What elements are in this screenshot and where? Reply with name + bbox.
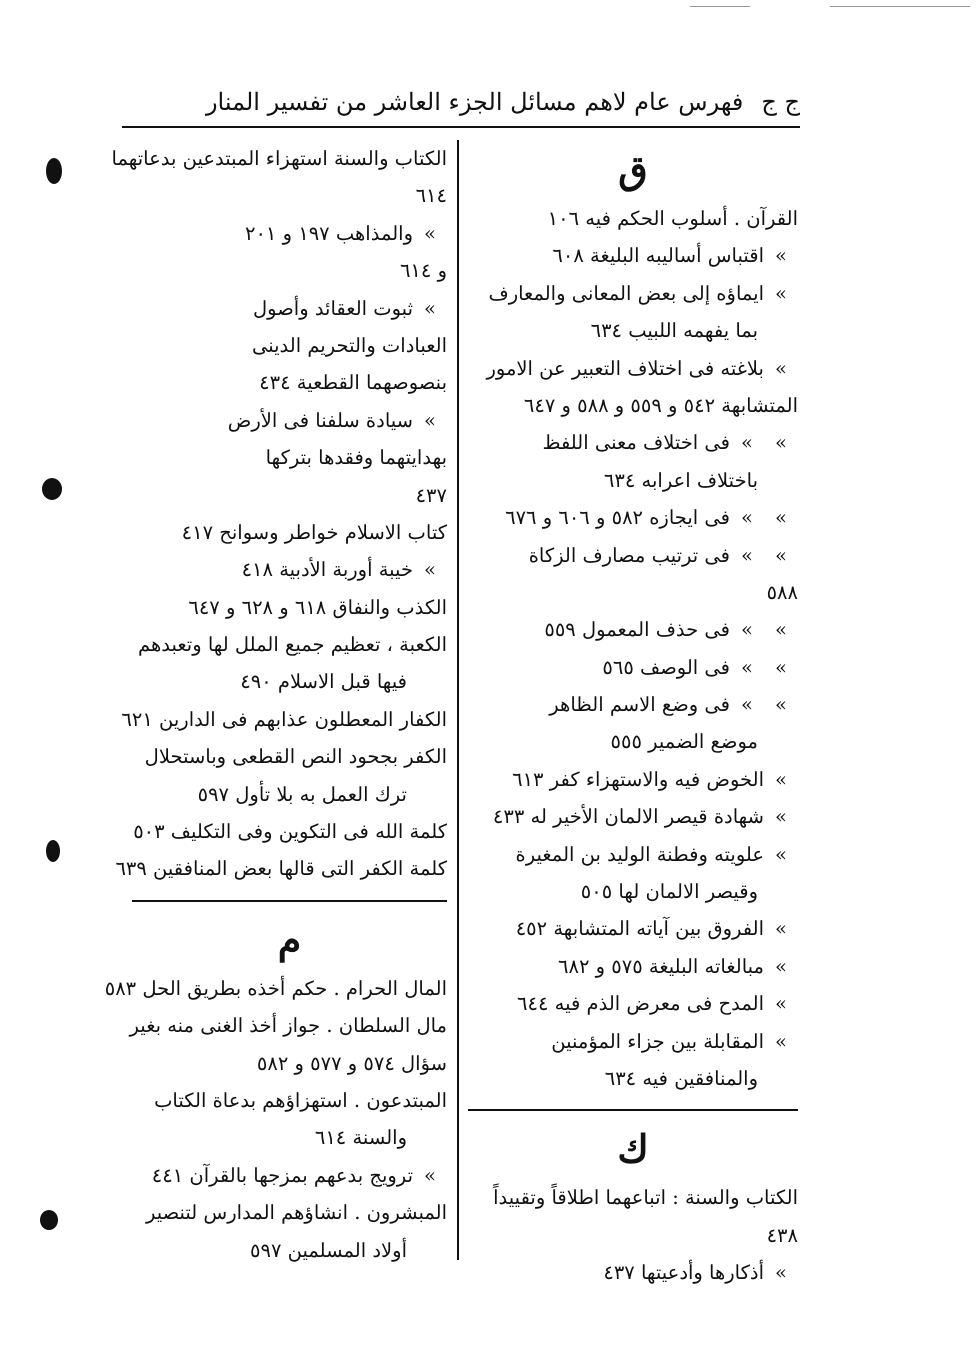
index-entry: الكذب والنفاق ٦١٨ و ٦٢٨ و ٦٤٧: [188, 595, 447, 619]
scan-edge-line: [830, 6, 970, 7]
ditto-mark: »: [775, 543, 787, 567]
ditto-mark: »: [424, 221, 436, 245]
index-entry: الكفار المعطلون عذابهم فى الدارين ٦٢١: [121, 707, 447, 731]
index-entry: كلمة الله فى التكوين وفى التكليف ٥٠٣: [133, 820, 447, 844]
right-column: [468, 140, 798, 1292]
ditto-mark: »: [741, 506, 753, 530]
index-entry-cont: ٦١٤: [415, 184, 447, 208]
index-entry-cont: ٤٣٨: [766, 1223, 798, 1247]
index-entry: مال السلطان . جواز أخذ الغنى منه بغير: [129, 1014, 447, 1038]
index-entry: »الخوض فيه والاستهزاء كفر ٦١٣: [468, 761, 798, 798]
ditto-mark: »: [775, 992, 787, 1016]
scan-edge-line: [690, 6, 750, 7]
ditto-mark: »: [741, 431, 753, 455]
index-entry-cont: فيها قبل الاسلام ٤٩٠: [240, 670, 407, 694]
binding-hole-mark: [40, 1210, 58, 1230]
ditto-mark: »: [741, 655, 753, 679]
index-entry: »علويته وفطنة الوليد بن المغيرة: [468, 836, 798, 873]
column-divider: [457, 140, 459, 1260]
ditto-mark: »: [424, 408, 436, 432]
ditto-mark: »: [775, 506, 787, 530]
index-entry: المبتدعون . استهزاؤهم بدعاة الكتاب: [154, 1088, 447, 1112]
header-marks: ج ج: [761, 88, 800, 116]
index-entry-cont: ترك العمل به بلا تأول ٥٩٧: [197, 782, 407, 806]
index-entry: »ترويج بدعهم بمزجها بالقرآن ٤٤١: [132, 1157, 447, 1194]
index-entry: القرآن . أسلوب الحكم فيه ١٠٦: [547, 207, 798, 230]
index-entry: الكفر بجحود النص القطعى وباستحلال: [144, 745, 447, 769]
ditto-mark: »: [775, 805, 787, 829]
index-entry-cont: بما يفهمه اللبيب ٦٣٤: [590, 319, 758, 343]
binding-hole-mark: [46, 158, 62, 184]
index-entry: »»فى وضع الاسم الظاهر: [468, 686, 798, 723]
index-entry: »»فى ترتيب مصارف الزكاة: [468, 537, 798, 574]
ditto-mark: »: [775, 431, 787, 455]
ditto-mark: »: [775, 281, 787, 305]
index-entry: كتاب الاسلام خواطر وسوانح ٤١٧: [181, 520, 447, 544]
index-entry-cont: أولاد المسلمين ٥٩٧: [250, 1238, 407, 1262]
ditto-mark: »: [775, 618, 787, 642]
index-entry: »»فى ايجازه ٥٨٢ و ٦٠٦ و ٦٧٦: [468, 499, 798, 536]
ditto-mark: »: [424, 296, 436, 320]
index-entry: كلمة الكفر التى قالها بعض المنافقين ٦٣٩: [115, 857, 447, 881]
ditto-mark: »: [775, 954, 787, 978]
index-entry: »والمذاهب ١٩٧ و ٢٠١: [132, 215, 447, 252]
section-letter-mim: م: [277, 916, 302, 962]
page-header: [150, 82, 800, 122]
ditto-mark: »: [775, 917, 787, 941]
ditto-mark: »: [775, 356, 787, 380]
section-rule: [468, 1109, 798, 1111]
index-entry-cont: ٤٣٧: [415, 483, 447, 507]
index-entry: »خيبة أوربة الأدبية ٤١٨: [132, 551, 447, 588]
index-entry: »مبالغاته البليغة ٥٧٥ و ٦٨٢: [468, 948, 798, 985]
section-letter-kaf: ك: [617, 1126, 649, 1172]
index-entry-cont: ٥٨٨: [766, 580, 798, 604]
ditto-mark: »: [775, 767, 787, 791]
index-entry-cont: بهدايتهما وفقدها بتركها: [265, 446, 447, 470]
index-entry-cont: و ٦١٤: [399, 259, 447, 283]
index-entry: »أذكارها وأدعيتها ٤٣٧: [468, 1254, 798, 1291]
index-entry: »المقابلة بين جزاء المؤمنين: [468, 1023, 798, 1060]
binding-hole-mark: [42, 478, 62, 500]
binding-hole-mark: [46, 840, 60, 862]
header-title: فهرس عام لاهم مسائل الجزء العاشر من تفسير المنار: [205, 88, 744, 116]
index-entry: الكتاب والسنة : اتباعهما اطلاقاً وتقييداً: [493, 1186, 798, 1210]
index-entry: »ايماؤه إلى بعض المعانى والمعارف: [468, 275, 798, 312]
index-entry: »»فى حذف المعمول ٥٥٩: [468, 611, 798, 648]
index-entry-cont: بنصوصهما القطعية ٤٣٤: [259, 371, 447, 395]
index-entry: »سيادة سلفنا فى الأرض: [132, 402, 447, 439]
index-entry: »بلاغته فى اختلاف التعبير عن الامور: [468, 350, 798, 387]
index-entry: »ثبوت العقائد وأصول: [132, 290, 447, 327]
header-rule: [122, 126, 800, 128]
section-rule: [132, 900, 447, 902]
index-entry-cont: والسنة ٦١٤: [314, 1126, 407, 1150]
section-letter-qaf: ق: [618, 147, 648, 192]
ditto-mark: »: [424, 1163, 436, 1187]
index-entry: »اقتباس أساليبه البليغة ٦٠٨: [468, 237, 798, 274]
index-entry: »المدح فى معرض الذم فيه ٦٤٤: [468, 985, 798, 1022]
index-entry: »»فى الوصف ٥٦٥: [468, 649, 798, 686]
index-entry: المال الحرام . حكم أخذه بطريق الحل ٥٨٣: [104, 976, 447, 1000]
index-entry-cont: العبادات والتحريم الدينى: [251, 333, 447, 357]
index-entry-cont: سؤال ٥٧٤ و ٥٧٧ و ٥٨٢: [256, 1051, 447, 1075]
index-entry: »»فى اختلاف معنى اللفظ: [468, 424, 798, 461]
left-column: [104, 140, 447, 1269]
index-entry: »شهادة قيصر الالمان الأخير له ٤٣٣: [468, 798, 798, 835]
ditto-mark: »: [775, 1261, 787, 1285]
index-entry: الكعبة ، تعظيم جميع الملل لها وتعبدهم: [137, 633, 447, 657]
index-entry-cont: موضع الضمير ٥٥٥: [610, 730, 758, 754]
index-entry: الكتاب والسنة استهزاء المبتدعين بدعاتهما: [111, 147, 447, 170]
index-entry-cont: المتشابهة ٥٤٢ و ٥٥٩ و ٥٨٨ و ٦٤٧: [523, 393, 798, 417]
index-entry: »الفروق بين آياته المتشابهة ٤٥٢: [468, 910, 798, 947]
ditto-mark: »: [741, 693, 753, 717]
ditto-mark: »: [775, 693, 787, 717]
ditto-mark: »: [775, 244, 787, 268]
ditto-mark: »: [741, 618, 753, 642]
ditto-mark: »: [775, 842, 787, 866]
index-entry-cont: وقيصر الالمان لها ٥٠٥: [580, 880, 758, 904]
ditto-mark: »: [424, 558, 436, 582]
index-entry: المبشرون . انشاؤهم المدارس لتنصير: [145, 1201, 447, 1225]
ditto-mark: »: [775, 655, 787, 679]
ditto-mark: »: [775, 1029, 787, 1053]
ditto-mark: »: [741, 543, 753, 567]
index-entry-cont: باختلاف اعرابه ٦٣٤: [603, 468, 758, 492]
index-entry-cont: والمنافقين فيه ٦٣٤: [604, 1066, 758, 1090]
